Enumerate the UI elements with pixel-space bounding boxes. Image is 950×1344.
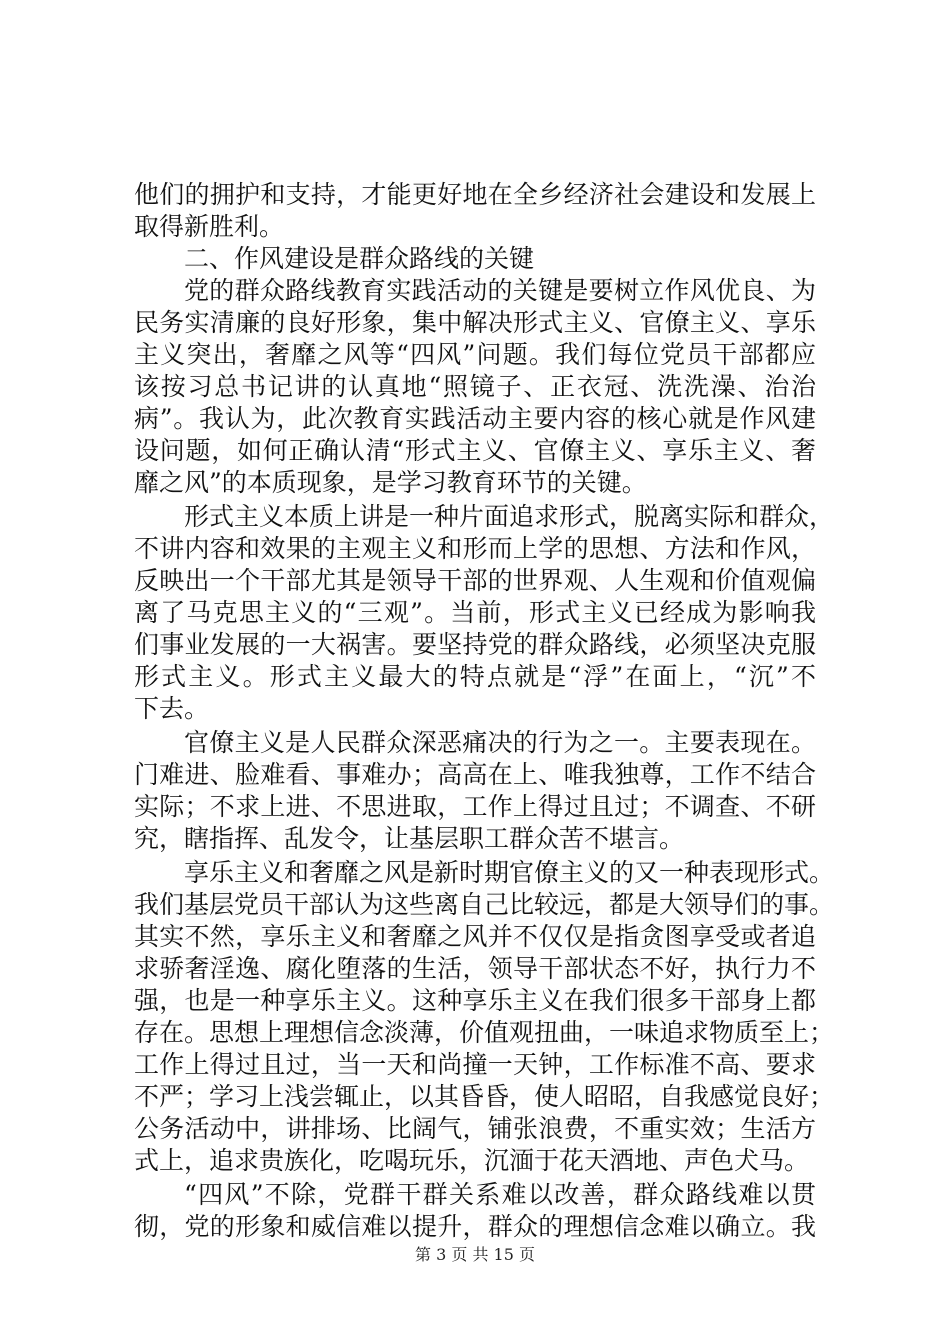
- text-line: 官僚主义是人民群众深恶痛决的行为之一。主要表现在。: [184, 728, 816, 757]
- text-line: 式上，追求贵族化，吃喝玩乐，沉湎于花天酒地、声色犬马。: [134, 1146, 810, 1175]
- text-line: 取得新胜利。: [134, 212, 285, 241]
- text-line: 党的群众路线教育实践活动的关键是要树立作风优良、为: [184, 276, 816, 305]
- text-line: 不严；学习上浅尝辄止，以其昏昏，使人昭昭，自我感觉良好；: [134, 1082, 835, 1111]
- text-line: 该按习总书记讲的认真地“照镜子、正衣冠、洗洗澡、治治: [134, 372, 816, 401]
- text-line: 其实不然，享乐主义和奢靡之风并不仅仅是指贪图享受或者追: [134, 922, 816, 951]
- text-line: 究，瞎指挥、乱发令，让基层职工群众苦不堪言。: [134, 824, 685, 853]
- text-line: 设问题，如何正确认清“形式主义、官僚主义、享乐主义、奢: [134, 436, 816, 465]
- text-line: 他们的拥护和支持，才能更好地在全乡经济社会建设和发展上: [134, 180, 816, 209]
- text-line: 下去。: [134, 694, 210, 723]
- text-line: 存在。思想上理想信念淡薄，价值观扭曲，一味追求物质至上；: [134, 1018, 835, 1047]
- section-heading: 二、作风建设是群众路线的关键: [184, 244, 535, 273]
- text-line: 求骄奢淫逸、腐化堕落的生活，领导干部状态不好，执行力不: [134, 954, 816, 983]
- text-line: 们事业发展的一大祸害。要坚持党的群众路线，必须坚决克服: [134, 630, 816, 659]
- text-line: 民务实清廉的良好形象，集中解决形式主义、官僚主义、享乐: [134, 308, 816, 337]
- text-line: 形式主义本质上讲是一种片面追求形式，脱离实际和群众，: [184, 502, 835, 531]
- text-line: 享乐主义和奢靡之风是新时期官僚主义的又一种表现形式。: [184, 858, 835, 887]
- text-line: 彻，党的形象和威信难以提升，群众的理想信念难以确立。我: [134, 1212, 816, 1241]
- text-line: “四风”不除，党群干群关系难以改善，群众路线难以贯: [184, 1180, 816, 1209]
- text-line: 靡之风”的本质现象，是学习教育环节的关键。: [134, 468, 647, 497]
- text-line: 实际；不求上进、不思进取，工作上得过且过；不调查、不研: [134, 792, 816, 821]
- text-line: 工作上得过且过，当一天和尚撞一天钟，工作标准不高、要求: [134, 1050, 816, 1079]
- text-line: 主义突出，奢靡之风等“四风”问题。我们每位党员干部都应: [134, 340, 816, 369]
- text-line: 我们基层党员干部认为这些离自己比较远，都是大领导们的事。: [134, 890, 835, 919]
- text-line: 反映出一个干部尤其是领导干部的世界观、人生观和价值观偏: [134, 566, 816, 595]
- text-line: 形式主义。形式主义最大的特点就是“浮”在面上，“沉”不: [134, 662, 816, 691]
- text-line: 公务活动中，讲排场、比阔气，铺张浪费，不重实效；生活方: [134, 1114, 816, 1143]
- text-line: 不讲内容和效果的主观主义和形而上学的思想、方法和作风，: [134, 534, 816, 563]
- page-number-footer: 第 3 页 共 15 页: [415, 1245, 535, 1264]
- text-line: 离了马克思主义的“三观”。当前，形式主义已经成为影响我: [134, 598, 816, 627]
- text-line: 门难进、脸难看、事难办；高高在上、唯我独尊，工作不结合: [134, 760, 816, 789]
- text-line: 强，也是一种享乐主义。这种享乐主义在我们很多干部身上都: [134, 986, 816, 1015]
- text-line: 病”。我认为，此次教育实践活动主要内容的核心就是作风建: [134, 404, 816, 433]
